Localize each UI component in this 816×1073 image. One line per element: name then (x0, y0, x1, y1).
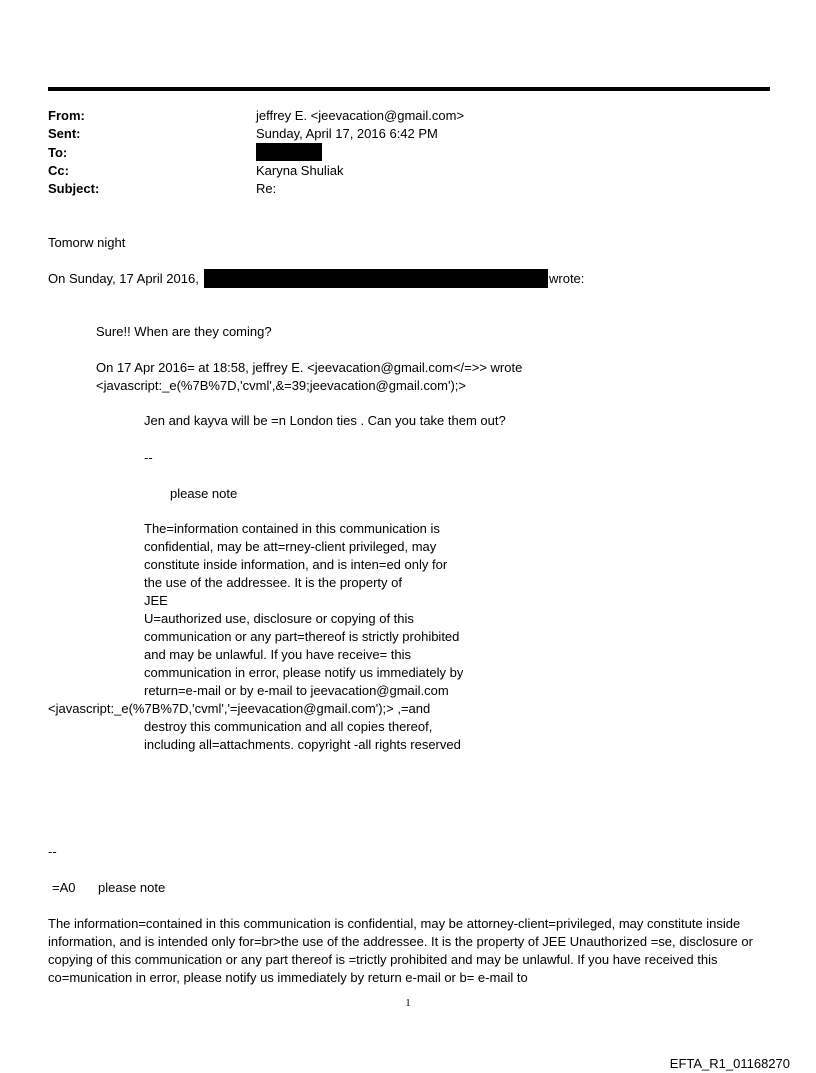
reply-line-2b: <javascript:_e(%7B%7D,'cvml',&=39;jeevacation@gmail.com');> (96, 378, 466, 393)
reply-line-1: Sure!! When are they coming? (96, 324, 272, 339)
sent-value: Sunday, April 17, 2016 6:42 PM (256, 126, 438, 141)
javascript-line: <javascript:_e(%7B%7D,'cvml','=jeevacation@gmail.com');> ,=and (48, 701, 431, 716)
on-prefix: On Sunday, 17 April 2016, (48, 271, 199, 286)
sent-label: Sent: (48, 126, 81, 141)
on-suffix: wrote: (549, 271, 585, 286)
disclaimer-line: The=information contained in this communication is (144, 521, 440, 536)
a0-marker: =A0 (52, 880, 76, 895)
reply-line-2a: On 17 Apr 2016= at 18:58, jeffrey E. <jeevacation@gmail.com</=>> wrote (96, 360, 523, 375)
cc-label: Cc: (48, 163, 69, 178)
message-line: Jen and kayva will be =n London ties . Can you take them out? (144, 413, 506, 428)
disclaimer-line: communication or any part=thereof is strictly prohibited (144, 629, 460, 644)
disclaimer-line: and may be unlawful. If you have receive= this (144, 647, 412, 662)
disclaimer-line: including all=attachments. copyright -all rights reserved (144, 737, 461, 752)
please-note: please note (170, 486, 238, 501)
page-number: 1 (405, 997, 411, 1009)
document-id: EFTA_R1_01168270 (669, 1056, 790, 1071)
subject-value: Re: (256, 181, 277, 196)
from-label: From: (48, 108, 85, 123)
cc-value: Karyna Shuliak (256, 163, 344, 178)
disclaimer-line: destroy this communication and all copies thereof, (144, 719, 433, 734)
bottom-please-note: please note (98, 880, 166, 895)
to-redaction (256, 143, 322, 161)
signature-dash: -- (144, 450, 153, 465)
disclaimer-line: return=e-mail or by e-mail to jeevacation@gmail.com (144, 683, 449, 698)
header-rule (48, 87, 770, 91)
disclaimer-line: the use of the addressee. It is the property of (144, 575, 402, 590)
bottom-dash: -- (48, 844, 57, 859)
disclaimer-line: confidential, may be att=rney-client privileged, may (144, 539, 437, 554)
from-value: jeffrey E. <jeevacation@gmail.com> (256, 108, 465, 123)
bottom-disclaimer-paragraph: The information=contained in this communication is confidential, may be attorney-client=privileged, may constitute inside information, and is intended only for=br>the use of the addressee. It is the property of JEE Unauthorized =se, disclosure or copying of this communication or any part thereof is =trictly prohibited and may be unlawful. If you have received this co=munication in error, please notify us immediately by return e-mail or b= e-mail to (48, 916, 753, 985)
subject-label: Subject: (48, 181, 100, 196)
disclaimer-line: JEE (144, 593, 168, 608)
sender-redaction (204, 269, 548, 288)
body-line-1: Tomorw night (48, 235, 126, 250)
to-label: To: (48, 145, 68, 160)
disclaimer-line: constitute inside information, and is inten=ed only for (144, 557, 448, 572)
disclaimer-line: U=authorized use, disclosure or copying of this (144, 611, 414, 626)
disclaimer-line: communication in error, please notify us immediately by (144, 665, 464, 680)
